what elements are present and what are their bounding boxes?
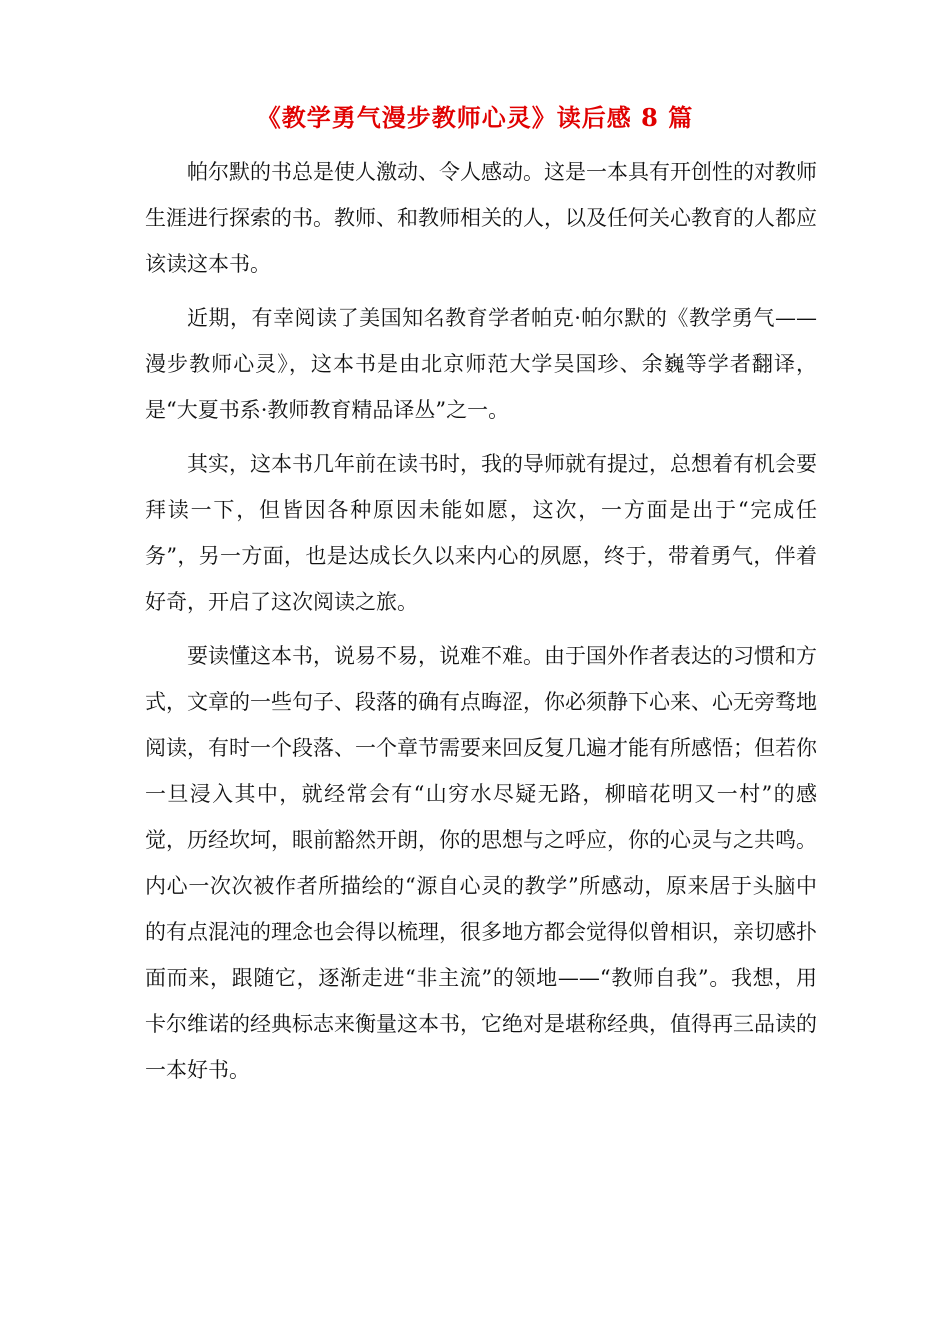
paragraph-4: 要读懂这本书，说易不易，说难不难。由于国外作者表达的习惯和方式，文章的一些句子、段落的确有点晦涩，你必须静下心来、心无旁骛地阅读，有时一个段落、一个章节需要来回反复几遍才能有所感悟；但若你一旦浸入其中，就经常会有“山穷水尽疑无路，柳暗花明又一村”的感觉，历经坎坷，眼前豁然开朗，你的思想与之呼应，你的心灵与之共鸣。内心一次次被作者所描绘的“源自心灵的教学”所感动，原来居于头脑中的有点混沌的理念也会得以梳理，很多地方都会觉得似曾相识，亲切感扑面而来，跟随它，逐渐走进“非主流”的领地——“教师自我”。我想，用卡尔维诺的经典标志来衡量这本书，它绝对是堪称经典，值得再三品读的一本好书。 — [145, 644, 817, 1082]
paragraph-1: 帕尔默的书总是使人激动、令人感动。这是一本具有开创性的对教师生涯进行探索的书。教师、和教师相关的人，以及任何关心教育的人都应该读这本书。 — [145, 160, 817, 276]
document-title: 《教学勇气漫步教师心灵》读后感 8 篇 — [256, 103, 694, 132]
document-body — [145, 149, 817, 1101]
paragraph-3: 其实，这本书几年前在读书时，我的导师就有提过，总想着有机会要拜读一下，但皆因各种原因未能如愿，这次，一方面是出于“完成任务”，另一方面，也是达成长久以来内心的夙愿，终于，带着勇气，伴着好奇，开启了这次阅读之旅。 — [145, 452, 817, 614]
paragraph-2: 近期，有幸阅读了美国知名教育学者帕克·帕尔默的《教学勇气——漫步教师心灵》，这本书是由北京师范大学吴国珍、余巍等学者翻译，是“大夏书系·教师教育精品译丛”之一。 — [145, 306, 817, 422]
